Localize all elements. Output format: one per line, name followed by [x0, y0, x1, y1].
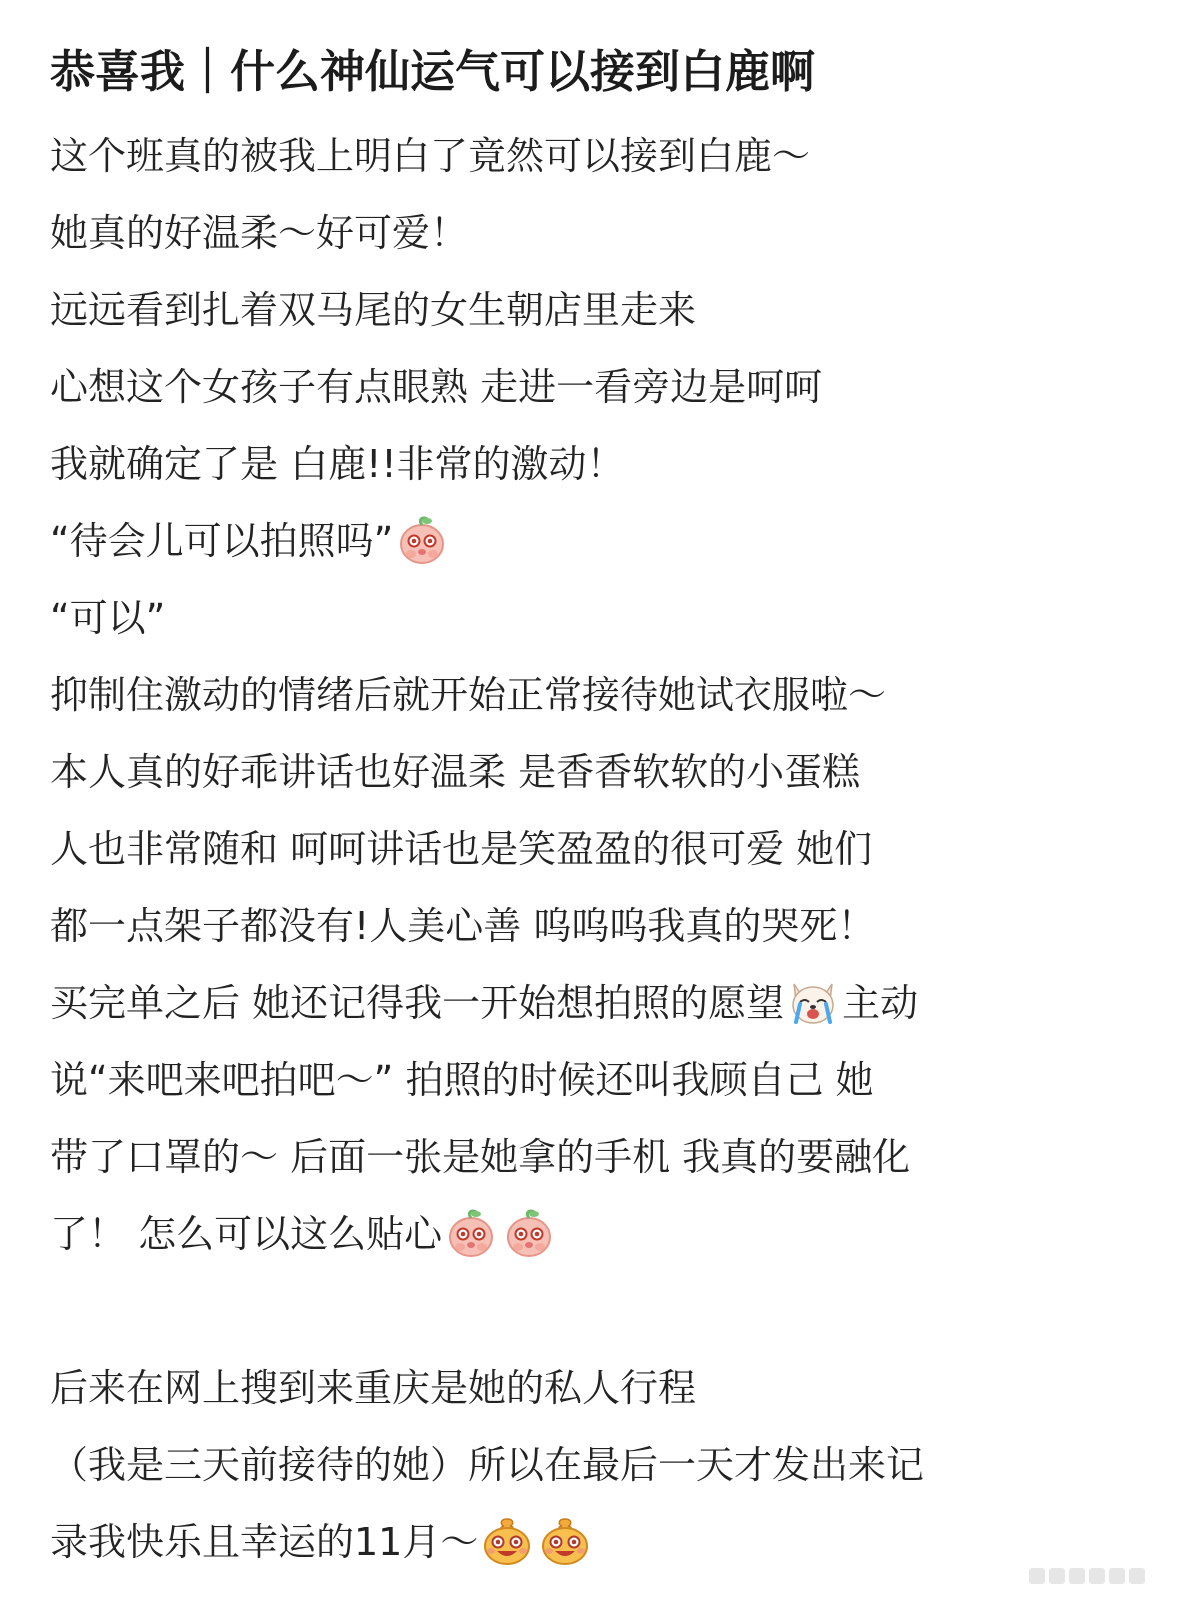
- post-line: [50, 195, 1160, 272]
- post: [50, 36, 1160, 1581]
- post-line: [50, 118, 1160, 195]
- post-line-text: “待会儿可以拍照吗”: [50, 519, 394, 563]
- peach-shy-emoji-icon: [395, 512, 449, 566]
- post-line-text: 抑制住激动的情绪后就开始正常接待她试衣服啦～: [50, 673, 887, 717]
- post-line-text: 说“来吧来吧拍吧～” 拍照的时候还叫我顾自己 她: [50, 1058, 874, 1102]
- post-line-text: 人也非常随和 呵呵讲话也是笑盈盈的很可爱 她们: [50, 827, 873, 871]
- post-line: [50, 1504, 1160, 1581]
- post-line-text: 了！ 怎么可以这么贴心: [50, 1212, 443, 1256]
- post-line-text: 买完单之后 她还记得我一开始想拍照的愿望: [50, 981, 785, 1025]
- post-line-text: 主动: [842, 981, 919, 1025]
- grinning-bun-emoji-icon: [480, 1513, 534, 1567]
- post-title: 恭喜我｜什么神仙运气可以接到白鹿啊: [50, 45, 816, 98]
- post-line: [50, 657, 1160, 734]
- peach-shy-emoji-icon: [502, 1205, 556, 1259]
- post-line: [50, 811, 1160, 888]
- post-line: [50, 1427, 1160, 1504]
- post-line: [50, 1350, 1160, 1427]
- post-line-text: 这个班真的被我上明白了竟然可以接到白鹿～: [50, 134, 811, 178]
- post-line: [50, 580, 1160, 657]
- post-line-text: 我就确定了是 白鹿!!非常的激动！: [50, 442, 625, 486]
- post-line: [50, 426, 1160, 503]
- post-line: [50, 503, 1160, 580]
- post-line: [50, 734, 1160, 811]
- post-line: [50, 888, 1160, 965]
- post-line-text: 她真的好温柔～好可爱！: [50, 211, 469, 255]
- grinning-bun-emoji-icon: [538, 1513, 592, 1567]
- post-body: [50, 118, 1160, 1581]
- post-line: [50, 1042, 1160, 1119]
- post-line-text: “可以”: [50, 596, 166, 640]
- post-line: [50, 272, 1160, 349]
- post-line: [50, 349, 1160, 426]
- post-line-text: 都一点架子都没有!人美心善 呜呜呜我真的哭死！: [50, 904, 876, 948]
- post-line-text: 带了口罩的～ 后面一张是她拿的手机 我真的要融化: [50, 1135, 911, 1179]
- post-line-text: 本人真的好乖讲话也好温柔 是香香软软的小蛋糕: [50, 750, 861, 794]
- blank-line: [50, 1273, 1160, 1350]
- post-line: [50, 1196, 1160, 1273]
- post-line-text: 心想这个女孩子有点眼熟 走进一看旁边是呵呵: [50, 365, 823, 409]
- post-line-text: （我是三天前接待的她）所以在最后一天才发出来记: [50, 1443, 925, 1487]
- crying-dog-emoji-icon: [786, 974, 840, 1028]
- post-line: [50, 1119, 1160, 1196]
- post-line-text: 后来在网上搜到来重庆是她的私人行程: [50, 1366, 697, 1410]
- post-line-text: 录我快乐且幸运的11月～: [50, 1520, 479, 1564]
- watermark-icon: [1029, 1562, 1149, 1592]
- post-line: [50, 965, 1160, 1042]
- peach-shy-emoji-icon: [444, 1205, 498, 1259]
- post-line-text: 远远看到扎着双马尾的女生朝店里走来: [50, 288, 697, 332]
